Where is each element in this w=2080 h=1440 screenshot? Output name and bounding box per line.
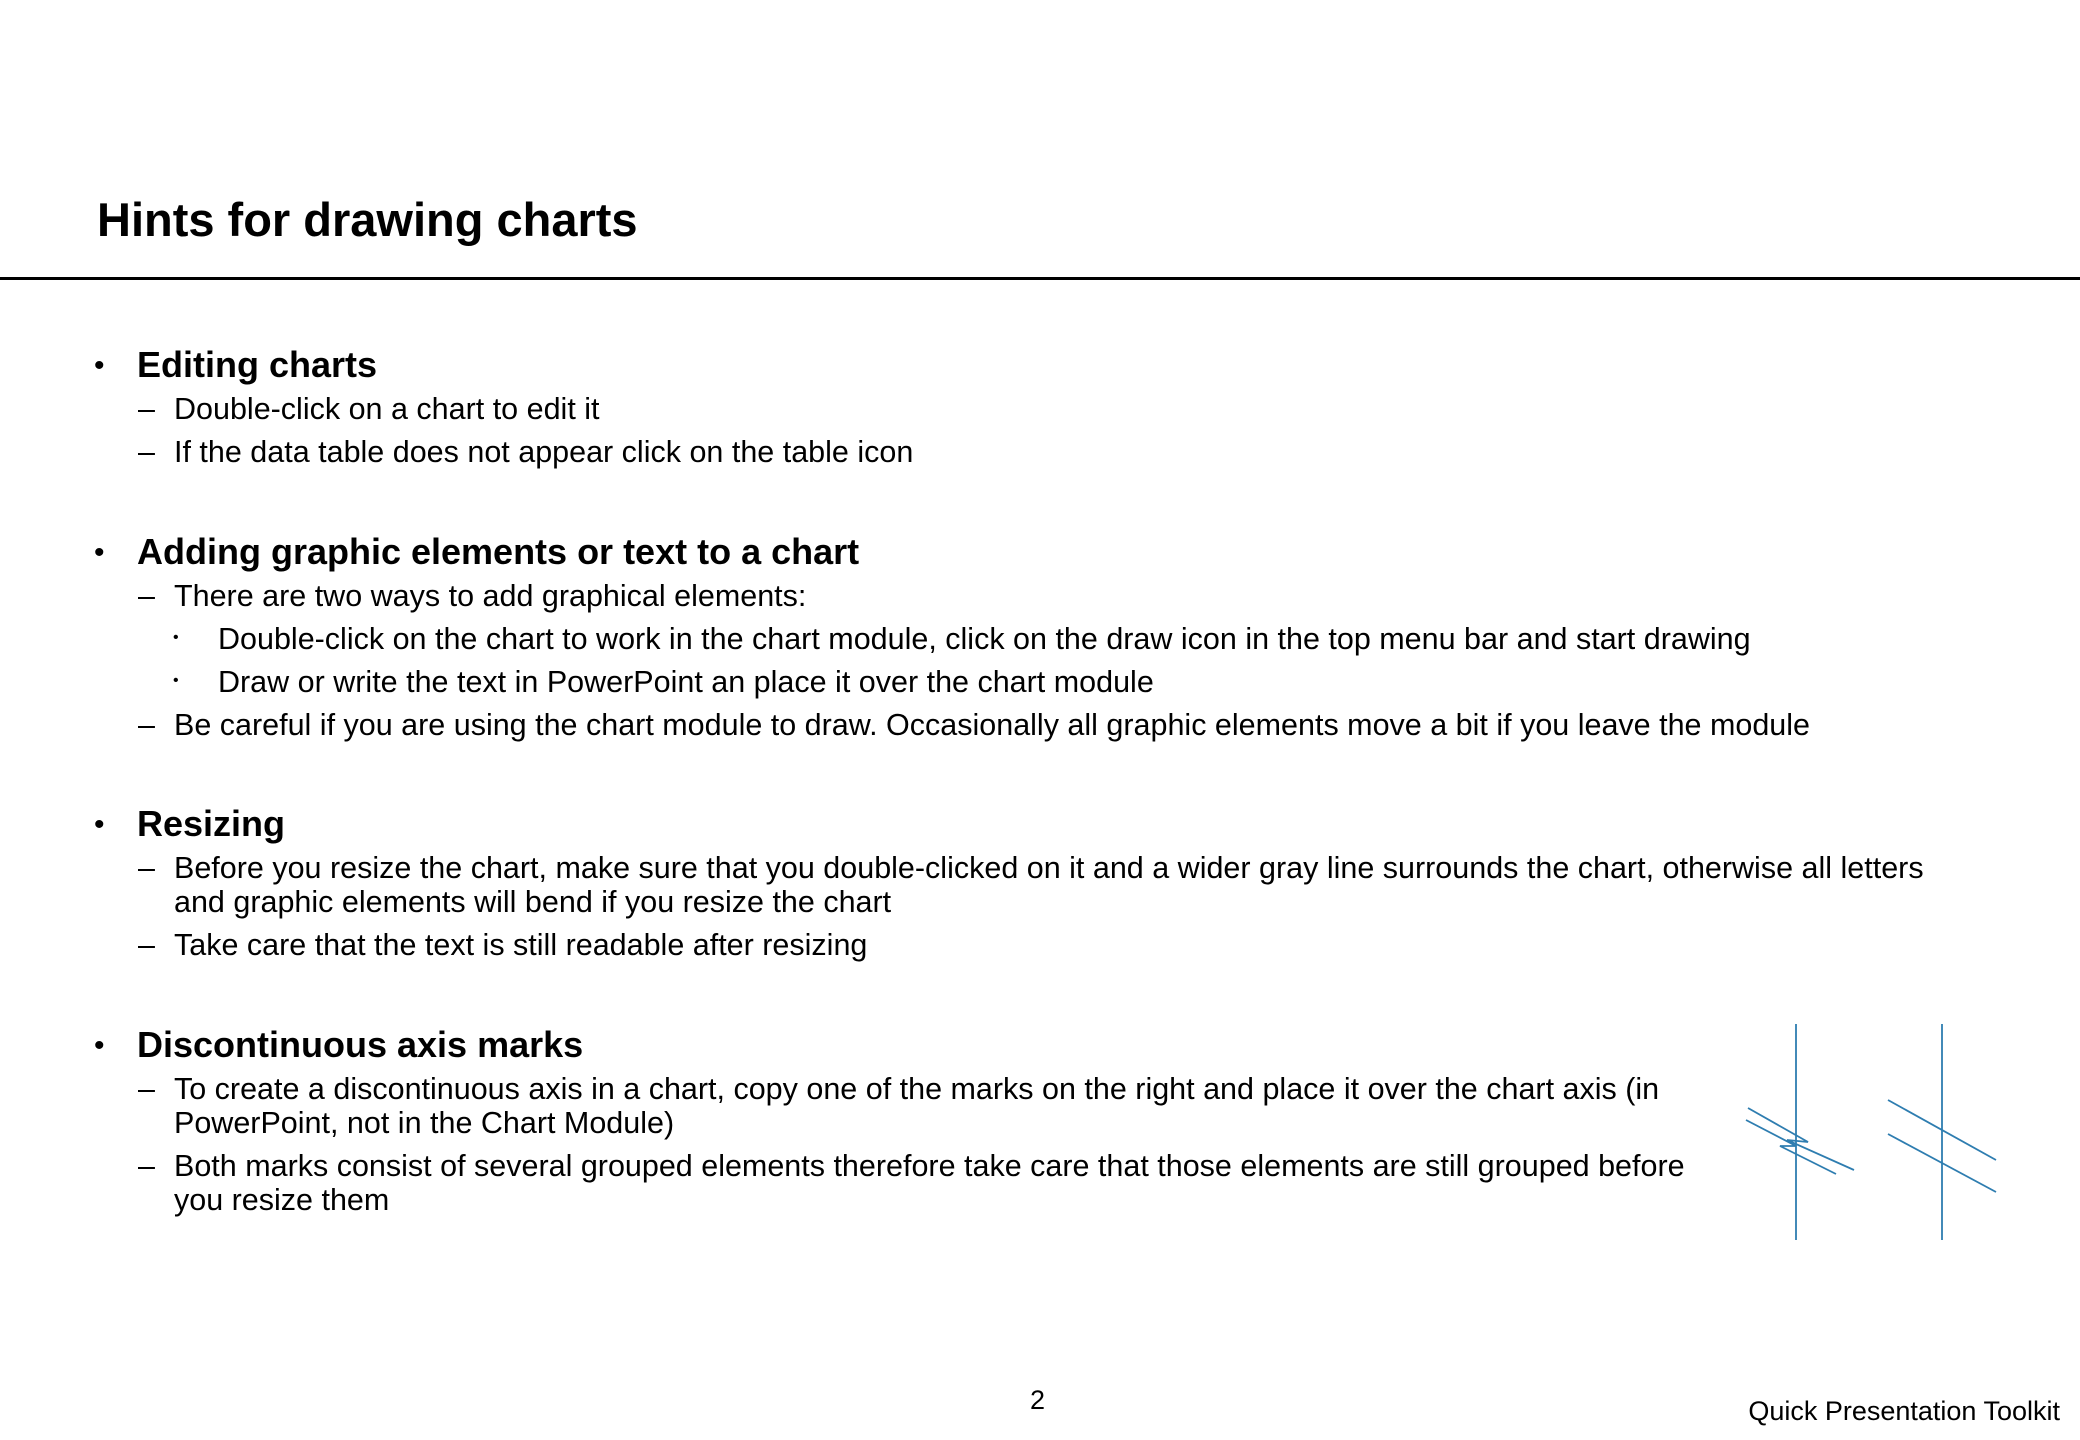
sub-list-item-text: Double-click on the chart to work in the chart module, click on the draw icon in the top menu bar and start drawing <box>218 622 1751 656</box>
title-divider <box>0 277 2080 280</box>
bullet-icon: • <box>94 536 105 569</box>
dash-icon: – <box>138 392 155 426</box>
bullet-icon: • <box>94 808 105 841</box>
dash-icon: – <box>138 1072 155 1106</box>
sub-list-item <box>0 622 2080 656</box>
dash-icon: – <box>138 851 155 885</box>
sub-bullet-icon: • <box>173 672 179 689</box>
list-item <box>0 1149 1714 1217</box>
list-item-text: Both marks consist of several grouped elements therefore take care that those elements are still grouped before you resize them <box>174 1149 1685 1217</box>
page-number: 2 <box>1030 1385 1046 1415</box>
list-item <box>0 708 1934 742</box>
section-adding-graphic-elements <box>0 529 2080 751</box>
dash-icon: – <box>138 435 155 469</box>
section-title: Resizing <box>137 803 286 844</box>
bullet-icon: • <box>94 1029 105 1062</box>
section-editing-charts <box>0 342 2080 478</box>
sub-list-item <box>0 665 2080 699</box>
dash-icon: – <box>138 1149 155 1183</box>
footer-brand: Quick Presentation Toolkit <box>1748 1396 2060 1426</box>
parallel-break-mark-icon[interactable] <box>1888 1024 1996 1240</box>
list-item <box>0 1072 1714 1140</box>
section-resizing <box>0 801 2080 971</box>
list-item-text: There are two ways to add graphical elements: <box>174 579 807 613</box>
list-item-text: To create a discontinuous axis in a chart, copy one of the marks on the right and place it over the chart axis (in PowerPoint, not in the Chart Module) <box>174 1072 1660 1140</box>
list-item <box>0 392 1934 426</box>
list-item <box>0 851 1934 919</box>
section-title: Editing charts <box>137 344 378 385</box>
axis-break-marks[interactable] <box>1740 1020 2000 1245</box>
section-title: Discontinuous axis marks <box>137 1024 584 1065</box>
dash-icon: – <box>138 708 155 742</box>
list-item <box>0 435 1934 469</box>
list-item <box>0 579 1934 613</box>
list-item-text: If the data table does not appear click on the table icon <box>174 435 914 469</box>
list-item-text: Before you resize the chart, make sure that you double-clicked on it and a wider gray line surrounds the chart, otherwise all letters and graphic elements will bend if you resize the chart <box>174 851 1924 919</box>
list-item-text: Be careful if you are using the chart module to draw. Occasionally all graphic elements move a bit if you leave the module <box>174 708 1811 742</box>
sub-bullet-icon: • <box>173 629 179 646</box>
list-item-text: Take care that the text is still readable after resizing <box>174 928 868 962</box>
list-item <box>0 928 1934 962</box>
dash-icon: – <box>138 928 155 962</box>
section-title: Adding graphic elements or text to a chart <box>137 531 860 572</box>
list-item-text: Double-click on a chart to edit it <box>174 392 600 426</box>
dash-icon: – <box>138 579 155 613</box>
slide-title: Hints for drawing charts <box>97 193 638 246</box>
zigzag-break-mark-icon[interactable] <box>1746 1024 1854 1240</box>
bullet-icon: • <box>94 349 105 382</box>
sub-list-item-text: Draw or write the text in PowerPoint an place it over the chart module <box>218 665 1154 699</box>
